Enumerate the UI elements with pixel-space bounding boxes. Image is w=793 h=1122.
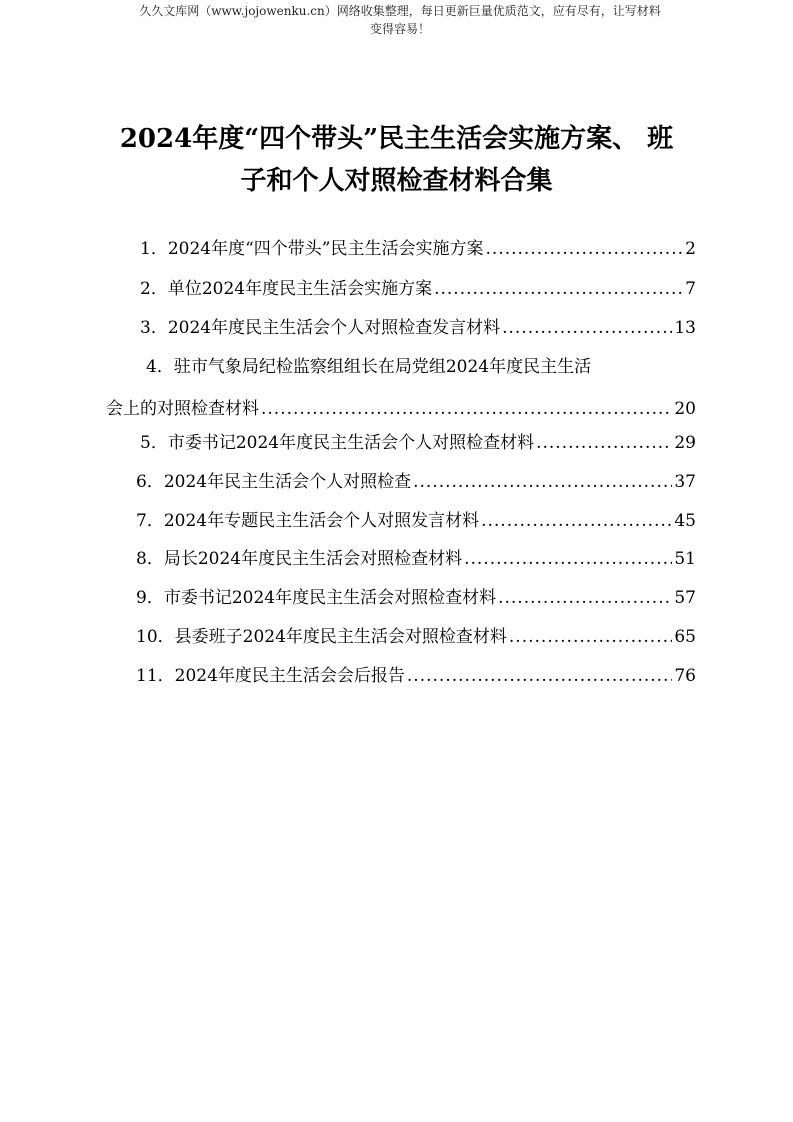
toc-entry-6[interactable]	[136, 467, 696, 497]
toc-entry-page: 13	[674, 318, 696, 338]
toc-entry-page: 76	[674, 666, 696, 686]
toc-entry-4[interactable]	[146, 352, 591, 382]
toc-entry-page: 2	[685, 239, 696, 259]
toc-entry-title: 市委书记2024年度民主生活会对照检查材料	[163, 588, 497, 608]
toc-entry-number: 7．	[136, 511, 164, 531]
toc-entry-title: 局长2024年度民主生活会对照检查材料	[163, 549, 463, 569]
toc-entry-page: 57	[674, 588, 696, 608]
toc-entry-2[interactable]	[140, 274, 696, 304]
toc-entry-number: 9．	[136, 588, 164, 608]
toc-entry-page: 29	[674, 433, 696, 453]
toc-entry-page: 65	[674, 627, 696, 647]
document-title-line1: 2024年度“四个带头”民主生活会实施方案、 班	[119, 124, 674, 154]
toc-entry-11[interactable]	[136, 661, 696, 691]
document-title-line2: 子和个人对照检查材料合集	[240, 166, 553, 196]
toc-entry-number: 3．	[140, 318, 168, 338]
toc-entry-title: 2024年度民主生活会会后报告	[174, 666, 405, 686]
toc-leader-dots	[481, 506, 672, 536]
toc-entry-7[interactable]	[136, 506, 696, 536]
toc-leader-dots	[498, 583, 672, 613]
toc-leader-dots	[407, 661, 672, 691]
toc-entry-title: 驻市气象局纪检监察组组长在局党组2024年度民主生活	[173, 357, 592, 377]
document-title	[60, 118, 733, 202]
toc-entry-4-continued[interactable]	[106, 394, 696, 424]
toc-leader-dots	[502, 313, 672, 343]
toc-entry-title: 县委班子2024年度民主生活会对照检查材料	[174, 627, 507, 647]
header-note	[120, 2, 680, 38]
toc-entry-title: 单位2024年度民主生活会实施方案	[167, 279, 433, 299]
header-note-line2: 变得容易！	[369, 22, 430, 36]
toc-entry-title-continued: 会上的对照检查材料	[106, 399, 259, 419]
toc-entry-title: 2024年民主生活会个人对照检查	[163, 472, 412, 492]
toc-entry-9[interactable]	[136, 583, 696, 613]
toc-entry-number: 5．	[140, 433, 168, 453]
toc-leader-dots	[485, 234, 683, 264]
toc-leader-dots	[509, 622, 672, 652]
toc-entry-number: 1．	[140, 239, 168, 259]
toc-leader-dots	[464, 544, 672, 574]
toc-entry-number: 11．	[136, 666, 175, 686]
toc-entry-page: 7	[685, 279, 696, 299]
toc-entry-3[interactable]	[140, 313, 696, 343]
toc-leader-dots	[536, 428, 672, 458]
toc-entry-number: 10．	[136, 627, 175, 647]
toc-entry-1[interactable]	[140, 234, 696, 264]
header-note-line1: 久久文库网（www.jojowenku.cn）网络收集整理，每日更新巨量优质范文，应有尽有，让写材料	[139, 4, 661, 18]
toc-entry-number: 6．	[136, 472, 164, 492]
toc-leader-dots	[413, 467, 672, 497]
toc-entry-number: 2．	[140, 279, 168, 299]
toc-entry-page: 45	[674, 511, 696, 531]
toc-entry-title: 2024年专题民主生活会个人对照发言材料	[163, 511, 480, 531]
toc-entry-title: 2024年度“四个带头”民主生活会实施方案	[167, 239, 484, 259]
toc-entry-number: 4．	[146, 357, 174, 377]
toc-entry-page: 51	[674, 549, 696, 569]
toc-entry-title: 2024年度民主生活会个人对照检查发言材料	[167, 318, 501, 338]
toc-entry-8[interactable]	[136, 544, 696, 574]
toc-entry-page: 37	[674, 472, 696, 492]
toc-entry-title: 市委书记2024年度民主生活会个人对照检查材料	[167, 433, 535, 453]
toc-entry-5[interactable]	[140, 428, 696, 458]
toc-entry-number: 8．	[136, 549, 164, 569]
toc-leader-dots	[261, 394, 672, 424]
toc-entry-10[interactable]	[136, 622, 696, 652]
toc-entry-page: 20	[674, 399, 696, 419]
toc-leader-dots	[434, 274, 683, 304]
